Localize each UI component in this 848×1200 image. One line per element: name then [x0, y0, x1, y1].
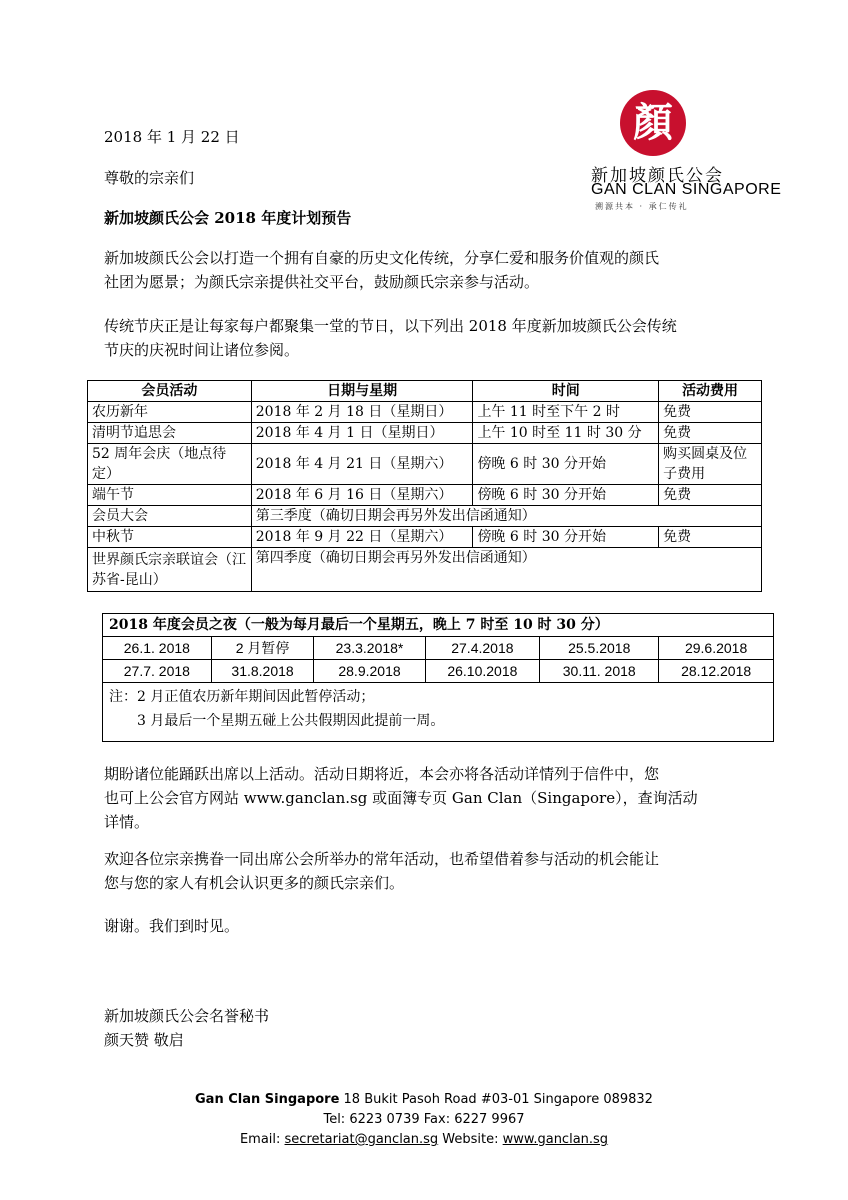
header-fee: 活动费用 [659, 381, 762, 402]
greeting: 尊敬的宗亲们 [104, 169, 195, 187]
header-time: 时间 [473, 381, 659, 402]
svg-text:顏: 顏 [633, 99, 673, 146]
table-row: 27.7. 2018 31.8.2018 28.9.2018 26.10.2018 30.11. 2018 28.12.2018 [103, 660, 774, 683]
website-link[interactable]: www.ganclan.sg [502, 1132, 609, 1147]
events-table [87, 380, 762, 592]
thanks-line: 谢谢。我们到时见。 [104, 917, 240, 935]
table-row: 52 周年会庆（地点待定） 2018 年 4 月 21 日（星期六） 傍晚 6 时 30 分开始 购买圆桌及位子费用 [88, 444, 762, 485]
paragraph-welcome: 欢迎各位宗亲携眷一同出席公会所举办的常年活动，也希望借着参与活动的机会能让 您与您的家人有机会认识更多的颜氏宗亲们。 [104, 850, 660, 892]
paragraph-invitation: 期盼诸位能踊跃出席以上活动。活动日期将近，本会亦将各活动详情列于信件中，您 也可上公会官方网站 www.ganclan.sg 或面簿专页 Gan Clan（Singapore），查询活动 详情。 [104, 765, 698, 831]
header-activity: 会员活动 [88, 381, 252, 402]
table-row: 端午节 2018 年 6 月 16 日（星期六） 傍晚 6 时 30 分开始 免费 [88, 485, 762, 506]
table-row: 清明节追思会 2018 年 4 月 1 日（星期日） 上午 10 时至 11 时 30 分 免费 [88, 423, 762, 444]
footer-phone: Tel: 6223 0739 Fax: 6227 9967 [323, 1112, 525, 1127]
table-row: 会员大会 第三季度（确切日期会再另外发出信函通知） [88, 506, 762, 527]
gan-clan-seal-logo [618, 88, 688, 158]
events-header-row [88, 381, 762, 402]
signature-name: 颜天赞 敬启 [104, 1031, 184, 1049]
letter-title: 新加坡颜氏公会 2018 年度计划预告 [104, 209, 352, 227]
table-row: 26.1. 2018 2 月暂停 23.3.2018* 27.4.2018 25.5.2018 29.6.2018 [103, 637, 774, 660]
logo-motto: 溯源共本 · 承仁传礼 [595, 202, 689, 211]
footer-address: Gan Clan Singapore 18 Bukit Pasoh Road #03-01 Singapore 089832 [195, 1092, 653, 1107]
member-nights-table [102, 613, 774, 742]
member-nights-note: 注：2 月正值农历新年期间因此暂停活动； 3 月最后一个星期五碰上公共假期因此提前一周。 [103, 683, 774, 742]
header-date: 日期与星期 [251, 381, 473, 402]
paragraph-festivals: 传统节庆正是让每家每户都聚集一堂的节日，以下列出 2018 年度新加坡颜氏公会传统 节庆的庆祝时间让诸位参阅。 [104, 317, 677, 359]
table-row: 农历新年 2018 年 2 月 18 日（星期日） 上午 11 时至下午 2 时 免费 [88, 402, 762, 423]
paragraph-vision: 新加坡颜氏公会以打造一个拥有自豪的历史文化传统，分享仁爱和服务价值观的颜氏 社团为愿景；为颜氏宗亲提供社交平台，鼓励颜氏宗亲参与活动。 [104, 249, 660, 291]
table-row: 世界颜氏宗亲联谊会（江苏省-昆山） 第四季度（确切日期会再另外发出信函通知） [88, 548, 762, 592]
logo-name-cn: 新加坡颜氏公会 [591, 166, 724, 186]
table-row: 中秋节 2018 年 9 月 22 日（星期六） 傍晚 6 时 30 分开始 免费 [88, 527, 762, 548]
signature-title: 新加坡颜氏公会名誉秘书 [104, 1007, 270, 1025]
member-nights-title: 2018 年度会员之夜（一般为每月最后一个星期五，晚上 7 时至 10 时 30 分） [103, 614, 774, 637]
letter-date: 2018 年 1 月 22 日 [104, 128, 240, 146]
email-link[interactable]: secretariat@ganclan.sg [284, 1132, 439, 1147]
logo-name-en: GAN CLAN SINGAPORE [591, 181, 782, 198]
footer-contact: Email: secretariat@ganclan.sg Website: www.ganclan.sg [239, 1132, 609, 1147]
